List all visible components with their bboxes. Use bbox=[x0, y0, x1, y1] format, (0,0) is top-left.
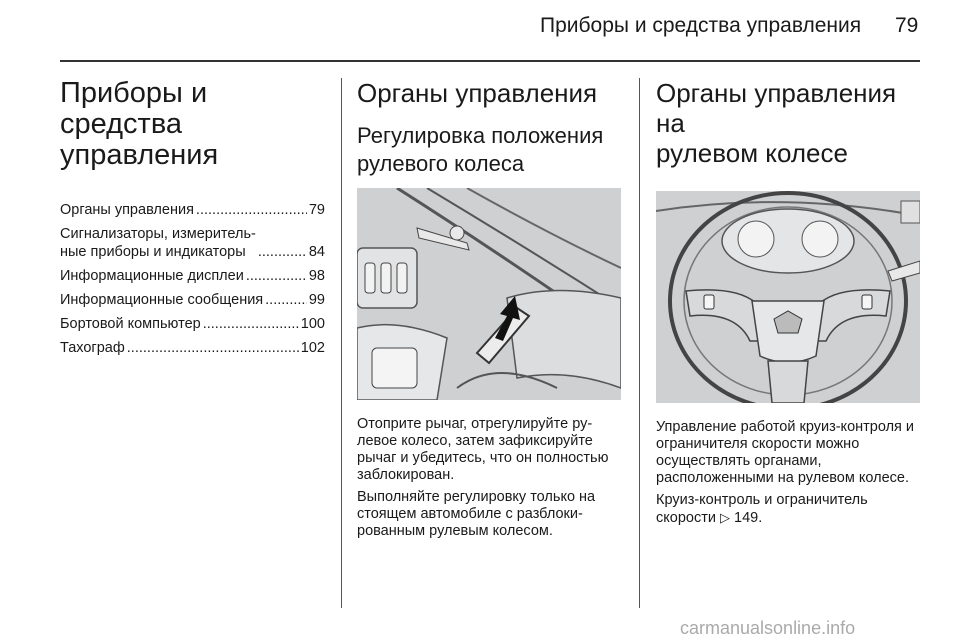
toc-leader-dots bbox=[265, 291, 307, 309]
toc-leader-dots bbox=[196, 201, 307, 219]
toc-entry[interactable] bbox=[60, 315, 325, 333]
controls-paragraph: Управление работой круиз-контроля и ограничителя скорости можно осуществлять органами, расположенными на рулевом колесе. bbox=[656, 419, 915, 486]
toc-entry[interactable] bbox=[60, 225, 325, 261]
toc-entry-page: 84 bbox=[308, 244, 325, 260]
column-divider-1 bbox=[341, 78, 342, 608]
warning-paragraph: Выполняйте регулировку только на стоящем автомобиле с разблокированным рулевым колесом. bbox=[357, 489, 596, 539]
page-number: 79 bbox=[895, 14, 919, 37]
toc-entry-text: Органы управления bbox=[60, 202, 194, 218]
toc-entry[interactable] bbox=[60, 339, 325, 357]
instruction-paragraph: Отоприте рычаг, отрегулируйте рулевое колесо, затем зафиксируйте рычаг и убедитесь, что он полностью заблокирован. bbox=[357, 416, 609, 483]
toc-entry-page: 102 bbox=[300, 340, 325, 356]
toc-entry-text: Сигнализаторы, измеритель- ные приборы и индикаторы bbox=[60, 226, 256, 260]
column-chapter-contents bbox=[60, 78, 325, 363]
table-of-contents bbox=[60, 201, 325, 357]
toc-entry-text: Информационные дисплеи bbox=[60, 268, 244, 284]
toc-leader-dots bbox=[258, 243, 307, 261]
page-header-title: Приборы и средства управления bbox=[540, 14, 862, 37]
header-rule bbox=[60, 60, 920, 62]
toc-entry[interactable] bbox=[60, 201, 325, 219]
toc-entry-page: 79 bbox=[308, 202, 325, 218]
toc-entry-page: 99 bbox=[308, 292, 325, 308]
column-steering-controls bbox=[656, 78, 920, 527]
toc-entry[interactable] bbox=[60, 267, 325, 285]
toc-entry[interactable] bbox=[60, 291, 325, 309]
toc-entry-page: 100 bbox=[300, 316, 325, 332]
toc-entry-page: 98 bbox=[308, 268, 325, 284]
steering-wheel-illustration bbox=[656, 191, 920, 403]
reference-arrow-icon: ▷ bbox=[719, 510, 730, 525]
column-steering-adjustment bbox=[357, 78, 623, 540]
column-divider-2 bbox=[639, 78, 640, 608]
toc-leader-dots bbox=[203, 315, 299, 333]
subsection-title: Регулировка положения рулевого колеса bbox=[357, 123, 604, 176]
toc-entry-text: Бортовой компьютер bbox=[60, 316, 201, 332]
toc-entry-text: Тахограф bbox=[60, 340, 125, 356]
toc-entry-text: Информационные сообщения bbox=[60, 292, 264, 308]
cross-reference-paragraph: Круиз-контроль и ограничитель скорости ▷ 149. bbox=[656, 492, 868, 526]
chapter-title: Приборы и средства управления bbox=[60, 77, 219, 171]
watermark: carmanualsonline.info bbox=[680, 618, 856, 638]
section-title: Органы управления на рулевом колесе bbox=[656, 78, 897, 168]
section-title: Органы управления bbox=[357, 78, 598, 108]
toc-leader-dots bbox=[127, 339, 299, 357]
page-reference-link[interactable]: 149. bbox=[734, 510, 763, 526]
toc-leader-dots bbox=[246, 267, 307, 285]
steering-lever-illustration bbox=[357, 188, 621, 400]
